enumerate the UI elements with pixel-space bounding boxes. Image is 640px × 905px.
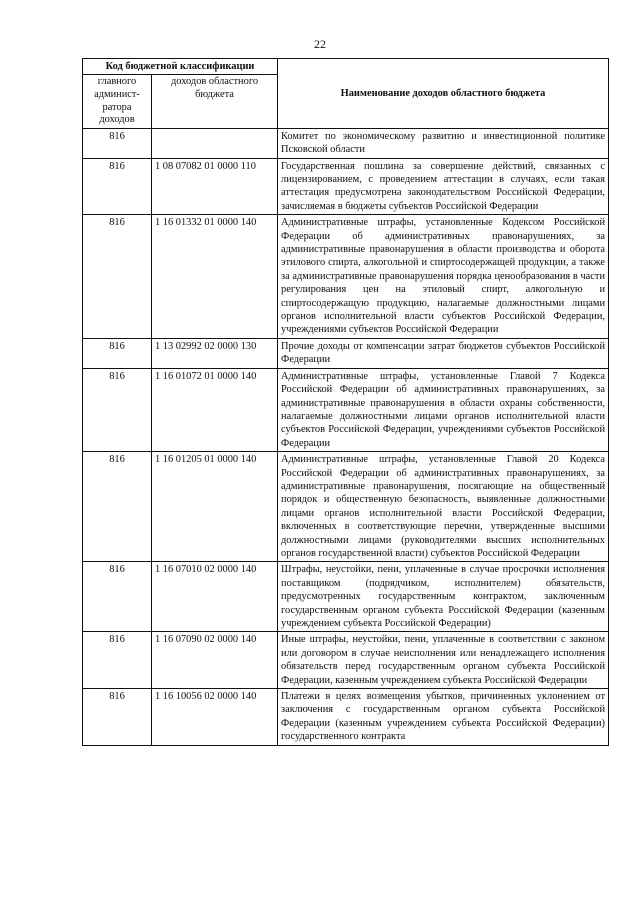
- revenue-name-cell: Административные штрафы, установленные Главой 7 Кодекса Российской Федерации об административных правонарушениях, за административные правонарушения в области охраны собственности, налагаемые должностными лицами органов исполнительной власти субъектов Российской Федерации, учреждениями субъектов Российской Федерации: [278, 368, 609, 451]
- admin-code-cell: 816: [83, 128, 152, 158]
- table-row: [83, 368, 609, 451]
- revenue-name-cell: Прочие доходы от компенсации затрат бюджетов субъектов Российской Федерации: [278, 338, 609, 368]
- revenue-name-cell: Платежи в целях возмещения убытков, причиненных уклонением от заключения с государственным органом субъекта Российской Федерации (казенным учреждением субъекта Российской Федерации) государственного контракта: [278, 689, 609, 746]
- name-header: Наименование доходов областного бюджета: [278, 59, 609, 129]
- page-number: 22: [314, 37, 326, 51]
- table-row: [83, 128, 609, 158]
- revenue-code-header: доходов областного бюджета: [152, 75, 278, 128]
- admin-code-cell: 816: [83, 215, 152, 339]
- header-row-top: [83, 59, 609, 75]
- table-row: [83, 215, 609, 339]
- revenue-code-cell: 1 16 01072 01 0000 140: [152, 368, 278, 451]
- classification-header: Код бюджетной классификации: [83, 59, 278, 75]
- budget-revenue-table: [82, 58, 609, 746]
- revenue-code-cell: 1 16 10056 02 0000 140: [152, 689, 278, 746]
- table-row: [83, 689, 609, 746]
- revenue-code-cell: 1 16 01332 01 0000 140: [152, 215, 278, 339]
- revenue-code-cell: [152, 128, 278, 158]
- admin-code-cell: 816: [83, 452, 152, 562]
- table-row: [83, 158, 609, 215]
- revenue-code-cell: 1 08 07082 01 0000 110: [152, 158, 278, 215]
- table-row: [83, 338, 609, 368]
- revenue-code-cell: 1 16 01205 01 0000 140: [152, 452, 278, 562]
- admin-code-cell: 816: [83, 368, 152, 451]
- table-body: [83, 128, 609, 745]
- admin-code-cell: 816: [83, 562, 152, 632]
- revenue-name-cell: Иные штрафы, неустойки, пени, уплаченные в соответствии с законом или договором в случае неисполнения или ненадлежащего исполнения обязательств перед государственным органом субъекта Российской Федерации, казенным учреждением субъекта Российской Федерации: [278, 632, 609, 689]
- admin-code-header: главного админист-ратора доходов: [83, 75, 152, 128]
- revenue-name-cell: Штрафы, неустойки, пени, уплаченные в случае просрочки исполнения поставщиком (подрядчиком, исполнителем) обязательств, предусмотренных государственным контрактом, заключенным государственным органом субъекта Российской Федерации (казенным учреждением субъекта Российской Федерации): [278, 562, 609, 632]
- admin-code-cell: 816: [83, 158, 152, 215]
- table-row: [83, 452, 609, 562]
- table-row: [83, 562, 609, 632]
- table-row: [83, 632, 609, 689]
- revenue-name-cell: Комитет по экономическому развитию и инвестиционной политике Псковской области: [278, 128, 609, 158]
- admin-code-cell: 816: [83, 689, 152, 746]
- revenue-name-cell: Государственная пошлина за совершение действий, связанных с лицензированием, с проведением аттестации в случаях, если такая аттестация предусмотрена законодательством Российской Федерации, зачисляемая в бюджеты субъектов Российской Федерации: [278, 158, 609, 215]
- admin-code-cell: 816: [83, 632, 152, 689]
- revenue-name-cell: Административные штрафы, установленные Главой 20 Кодекса Российской Федерации об административных правонарушениях, за административные правонарушения, посягающие на общественный порядок и общественную безопасность, выявленные должностными лицами органов исполнительной власти Российской Федерации, включенных в соответствующие перечни, утвержденные высшими должностными лицами (руководителями высших исполнительных органов государственной власти) субъектов Российской Федерации: [278, 452, 609, 562]
- revenue-name-cell: Административные штрафы, установленные Кодексом Российской Федерации об административных правонарушениях, за административные правонарушения в области производства и оборота этилового спирта, алкогольной и спиртосодержащей продукции, а также за административные правонарушения порядка ценообразования в части регулирования цен на этиловый спирт, алкогольную и спиртосодержащую продукцию, налагаемые должностными лицами органов исполнительной власти субъектов Российской Федерации, учреждениями субъектов Российской Федерации: [278, 215, 609, 339]
- revenue-code-cell: 1 13 02992 02 0000 130: [152, 338, 278, 368]
- admin-code-cell: 816: [83, 338, 152, 368]
- revenue-code-cell: 1 16 07010 02 0000 140: [152, 562, 278, 632]
- revenue-code-cell: 1 16 07090 02 0000 140: [152, 632, 278, 689]
